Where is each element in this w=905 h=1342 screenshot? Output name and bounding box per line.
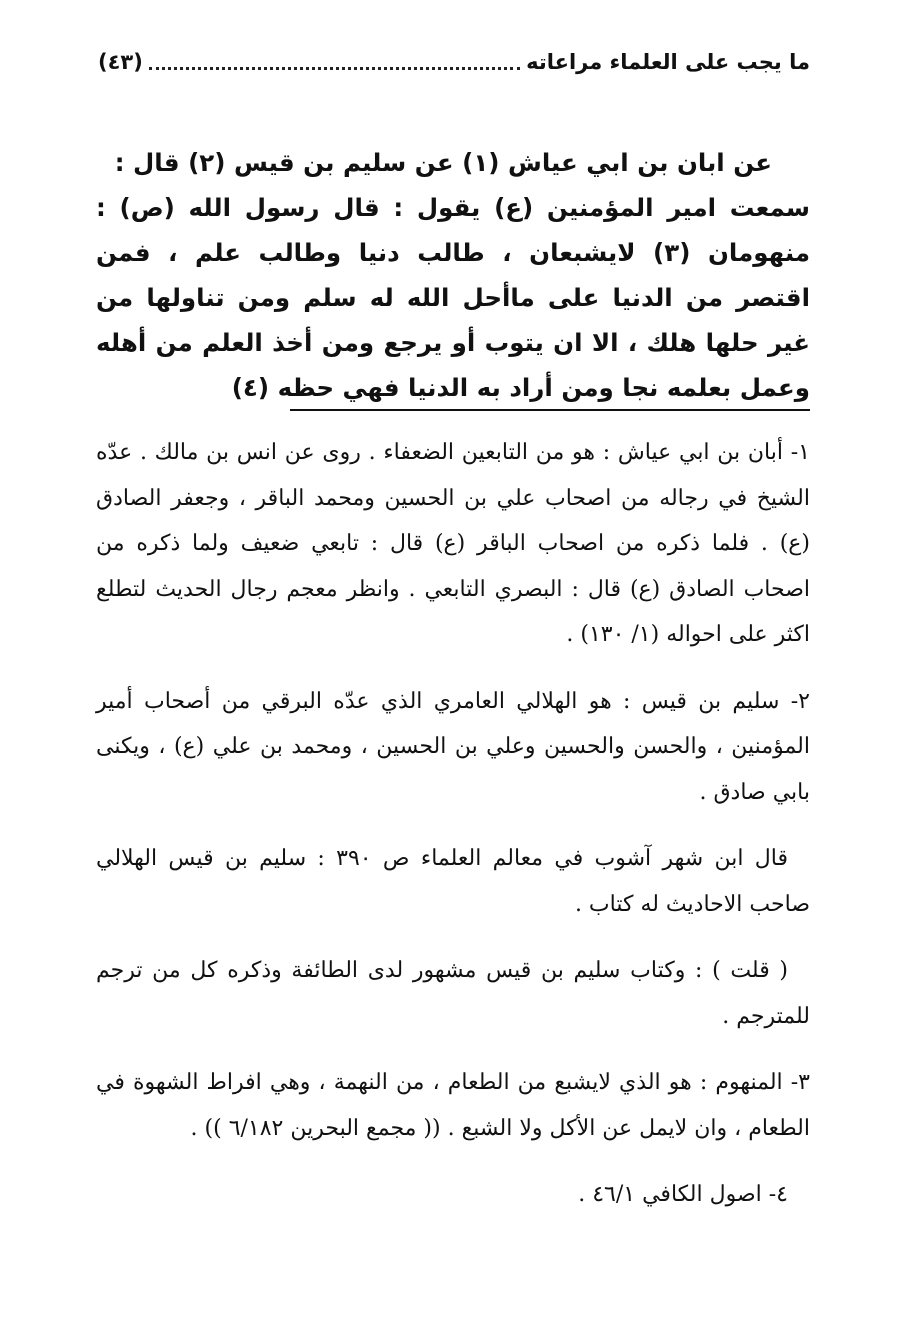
page-number: (٤٣) (98, 50, 143, 74)
header-dot-leader (149, 67, 520, 70)
footnote-1: ١- أبان بن ابي عياش : هو من التابعين الضعفاء . روى عن انس بن مالك . عدّه الشيخ في رجاله من اصحاب علي بن الحسين ومحمد الباقر ، وجعفر الصادق (ع) . فلما ذكره من اصحاب الباقر (ع) قال : تابعي ضعيف ولما ذكره من اصحاب الصادق (ع) قال : البصري التابعي . وانظر معجم رجال الحديث لتطلع اكثر على احواله (١/ ١٣٠) . (96, 440, 810, 647)
footnote-4: ٤- اصول الكافي ٤٦/١ . (578, 1182, 788, 1207)
footnote-2-remark: ( قلت ) : وكتاب سليم بن قيس مشهور لدى الطائفة وذكره كل من ترجم للمترجم . (96, 958, 810, 1029)
footnotes (96, 430, 810, 1239)
running-header (98, 38, 810, 86)
footnote-separator (290, 409, 810, 411)
chapter-title: ما يجب على العلماء مراعاته (526, 50, 810, 74)
hadith-body: سمعت امير المؤمنين (ع) يقول : قال رسول الله (ص) : منهومان (٣) لايشبعان ، طالب دنيا وطالب علم ، فمن اقتصر من الدنيا على ماأحل الله له سلم ومن تناولها من غير حلها هلك ، الا ان يتوب أو يرجع ومن أخذ العلم من أهله وعمل بعلمه نجا ومن أراد به الدنيا فهي حظه (٤) (96, 193, 810, 402)
hadith-chain: عن ابان بن ابي عياش (١) عن سليم بن قيس (٢) قال : (114, 148, 772, 177)
footnote-3: ٣- المنهوم : هو الذي لايشبع من الطعام ، من النهمة ، وهي افراط الشهوة في الطعام ، وان لايمل عن الأكل ولا الشبع . (( مجمع البحرين ٦/١٨٢ )) . (96, 1070, 810, 1141)
hadith-text (96, 140, 810, 410)
footnote-2-quote: قال ابن شهر آشوب في معالم العلماء ص ٣٩٠ : سليم بن قيس الهلالي صاحب الاحاديث له كتاب . (96, 846, 810, 917)
footnote-2: ٢- سليم بن قيس : هو الهلالي العامري الذي عدّه البرقي من أصحاب أمير المؤمنين ، والحسن والحسين وعلي بن الحسين ، ومحمد بن علي (ع) ، ويكنى بابي صادق . (96, 688, 810, 805)
